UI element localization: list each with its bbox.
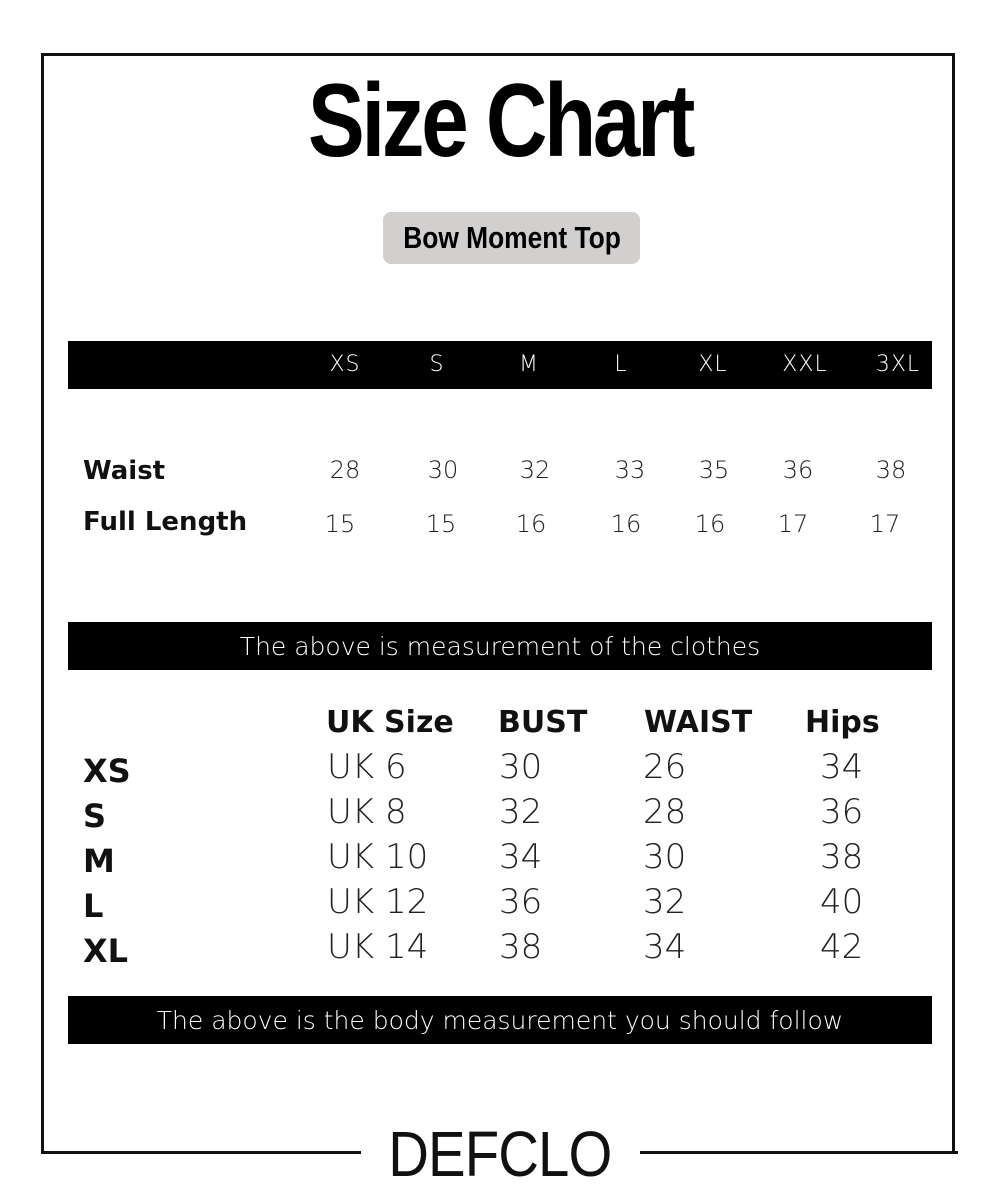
- body-cell-bust: 30: [499, 747, 543, 787]
- row-label-waist: Waist: [83, 456, 166, 486]
- page-title: Size Chart: [307, 63, 693, 179]
- brand-name: DEFCLO: [380, 1117, 621, 1191]
- col-header-uk-size: UK Size: [326, 705, 454, 740]
- table-cell: 16: [694, 510, 726, 538]
- body-cell-uk: UK 6: [327, 747, 407, 787]
- table-cell: 16: [610, 510, 642, 538]
- body-row-size: XS: [83, 752, 131, 790]
- body-note-text: The above is the body measurement you should follow: [156, 1005, 844, 1035]
- body-cell-waist: 32: [643, 882, 687, 922]
- table-cell: 36: [782, 456, 814, 484]
- body-cell-bust: 38: [499, 927, 543, 967]
- body-cell-hips: 34: [820, 747, 864, 787]
- body-cell-bust: 36: [499, 882, 543, 922]
- body-cell-hips: 42: [820, 927, 864, 967]
- body-cell-waist: 30: [643, 837, 687, 877]
- body-cell-bust: 34: [499, 837, 543, 877]
- size-header-xs: XS: [329, 352, 361, 377]
- table-cell: 35: [698, 456, 730, 484]
- garment-measurement-note: [68, 622, 932, 670]
- table-cell: 28: [329, 456, 361, 484]
- table-cell: 17: [869, 510, 901, 538]
- size-header-m: M: [519, 352, 539, 377]
- body-cell-hips: 36: [820, 792, 864, 832]
- body-cell-waist: 28: [643, 792, 687, 832]
- garment-note-text: The above is measurement of the clothes: [239, 631, 761, 661]
- table-cell: 16: [515, 510, 547, 538]
- size-header-s: S: [429, 352, 445, 377]
- garment-size-header: [68, 341, 932, 389]
- body-row-size: S: [83, 797, 107, 835]
- table-cell: 17: [777, 510, 809, 538]
- body-cell-uk: UK 10: [327, 837, 429, 877]
- brand-logo: [0, 1117, 1000, 1191]
- body-cell-uk: UK 12: [327, 882, 429, 922]
- table-cell: 15: [425, 510, 457, 538]
- body-cell-waist: 26: [643, 747, 687, 787]
- body-cell-uk: UK 8: [327, 792, 407, 832]
- col-header-waist: WAIST: [644, 705, 753, 740]
- product-name-badge: [383, 212, 640, 264]
- col-header-hips: Hips: [805, 705, 880, 740]
- table-cell: 30: [427, 456, 459, 484]
- body-measurement-note: [68, 996, 932, 1044]
- body-cell-waist: 34: [643, 927, 687, 967]
- body-cell-bust: 32: [499, 792, 543, 832]
- body-cell-uk: UK 14: [327, 927, 429, 967]
- table-cell: 15: [324, 510, 356, 538]
- body-row-size: M: [83, 842, 115, 880]
- table-cell: 32: [519, 456, 551, 484]
- size-header-xxl: XXL: [782, 352, 828, 377]
- table-cell: 38: [875, 456, 907, 484]
- body-cell-hips: 40: [820, 882, 864, 922]
- row-label-full-length: Full Length: [83, 507, 248, 537]
- size-header-xl: XL: [698, 352, 728, 377]
- col-header-bust: BUST: [498, 705, 588, 740]
- size-header-3xl: 3XL: [875, 352, 921, 377]
- table-cell: 33: [614, 456, 646, 484]
- product-name: Bow Moment Top: [402, 220, 621, 255]
- size-header-l: L: [614, 352, 628, 377]
- body-cell-hips: 38: [820, 837, 864, 877]
- body-row-size: XL: [83, 932, 129, 970]
- body-row-size: L: [83, 887, 104, 925]
